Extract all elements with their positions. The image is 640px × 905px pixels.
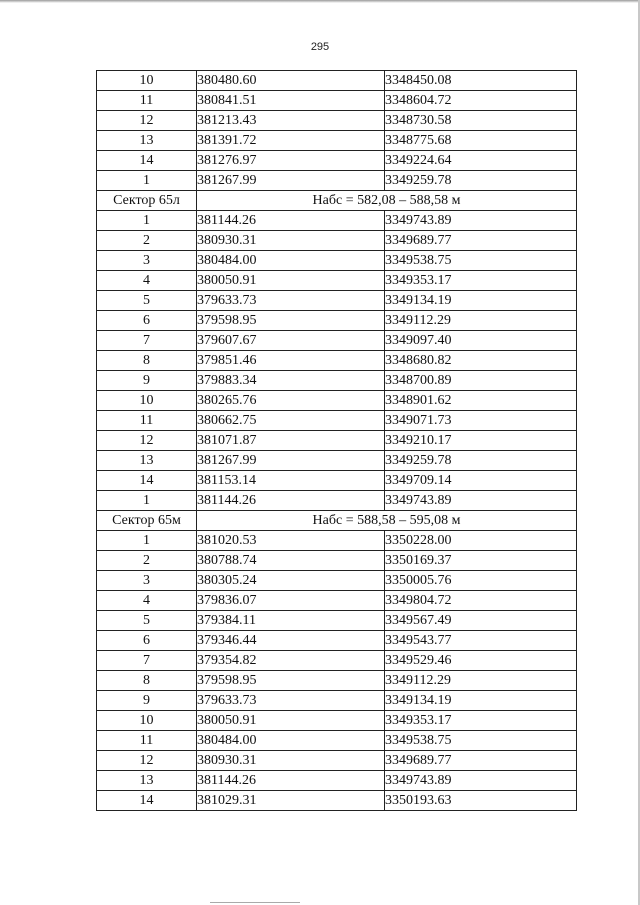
sector-height-range: Набс = 588,58 – 595,08 м — [197, 511, 577, 531]
point-number: 9 — [97, 691, 197, 711]
coordinate-y: 3350169.37 — [385, 551, 577, 571]
table-row — [97, 231, 577, 251]
point-number: 12 — [97, 111, 197, 131]
table-row — [97, 391, 577, 411]
table-row — [97, 751, 577, 771]
table-row — [97, 591, 577, 611]
coordinate-y: 3349743.89 — [385, 211, 577, 231]
table-row — [97, 71, 577, 91]
coordinate-y: 3349210.17 — [385, 431, 577, 451]
coordinate-y: 3348450.08 — [385, 71, 577, 91]
point-number: 1 — [97, 531, 197, 551]
sector-height-range: Набс = 582,08 – 588,58 м — [197, 191, 577, 211]
coordinate-y: 3348901.62 — [385, 391, 577, 411]
coordinate-x: 380788.74 — [197, 551, 385, 571]
table-row — [97, 431, 577, 451]
table-row — [97, 491, 577, 511]
table-row — [97, 671, 577, 691]
coordinate-y: 3350005.76 — [385, 571, 577, 591]
coordinate-y: 3349743.89 — [385, 771, 577, 791]
coordinate-x: 380841.51 — [197, 91, 385, 111]
coordinate-x: 381144.26 — [197, 491, 385, 511]
point-number: 1 — [97, 211, 197, 231]
table-row — [97, 251, 577, 271]
table-row — [97, 111, 577, 131]
coordinate-y: 3349743.89 — [385, 491, 577, 511]
coordinate-x: 381029.31 — [197, 791, 385, 811]
point-number: 7 — [97, 331, 197, 351]
coordinate-x: 381213.43 — [197, 111, 385, 131]
point-number: 12 — [97, 751, 197, 771]
table-row — [97, 291, 577, 311]
table-row — [97, 471, 577, 491]
point-number: 8 — [97, 351, 197, 371]
coordinate-y: 3349353.17 — [385, 271, 577, 291]
coordinate-x: 380305.24 — [197, 571, 385, 591]
coordinate-y: 3349543.77 — [385, 631, 577, 651]
coordinate-y: 3348775.68 — [385, 131, 577, 151]
point-number: 14 — [97, 471, 197, 491]
coordinate-y: 3349112.29 — [385, 311, 577, 331]
coordinate-y: 3349224.64 — [385, 151, 577, 171]
point-number: 10 — [97, 391, 197, 411]
coordinate-x: 380484.00 — [197, 251, 385, 271]
table-row — [97, 411, 577, 431]
point-number: 11 — [97, 411, 197, 431]
coordinate-x: 380050.91 — [197, 271, 385, 291]
coordinate-y: 3349259.78 — [385, 171, 577, 191]
coordinate-x: 379836.07 — [197, 591, 385, 611]
point-number: 8 — [97, 671, 197, 691]
sector-label: Сектор 65м — [97, 511, 197, 531]
point-number: 10 — [97, 711, 197, 731]
coordinates-table — [96, 70, 577, 811]
coordinate-y: 3349112.29 — [385, 671, 577, 691]
coordinate-y: 3349804.72 — [385, 591, 577, 611]
coordinate-x: 381071.87 — [197, 431, 385, 451]
sector-header-row — [97, 191, 577, 211]
table-row — [97, 691, 577, 711]
point-number: 5 — [97, 611, 197, 631]
table-row — [97, 651, 577, 671]
point-number: 2 — [97, 231, 197, 251]
point-number: 13 — [97, 451, 197, 471]
coordinate-x: 379598.95 — [197, 311, 385, 331]
table-row — [97, 91, 577, 111]
coordinate-y: 3348730.58 — [385, 111, 577, 131]
coordinate-y: 3349689.77 — [385, 751, 577, 771]
page-number: 295 — [310, 41, 330, 53]
table-row — [97, 631, 577, 651]
table-row — [97, 271, 577, 291]
scan-edge-top — [0, 0, 640, 3]
coordinate-x: 380662.75 — [197, 411, 385, 431]
coordinate-x: 380930.31 — [197, 231, 385, 251]
table-row — [97, 771, 577, 791]
coordinate-x: 381153.14 — [197, 471, 385, 491]
point-number: 14 — [97, 791, 197, 811]
point-number: 3 — [97, 571, 197, 591]
point-number: 6 — [97, 311, 197, 331]
point-number: 3 — [97, 251, 197, 271]
point-number: 11 — [97, 731, 197, 751]
table-row — [97, 211, 577, 231]
coordinate-x: 381391.72 — [197, 131, 385, 151]
point-number: 4 — [97, 591, 197, 611]
point-number: 2 — [97, 551, 197, 571]
table-row — [97, 571, 577, 591]
table-row — [97, 451, 577, 471]
coordinate-x: 379633.73 — [197, 291, 385, 311]
coordinate-x: 381144.26 — [197, 211, 385, 231]
table-row — [97, 351, 577, 371]
point-number: 7 — [97, 651, 197, 671]
sector-header-row — [97, 511, 577, 531]
table-row — [97, 311, 577, 331]
table-row — [97, 531, 577, 551]
coordinate-y: 3349353.17 — [385, 711, 577, 731]
table-row — [97, 331, 577, 351]
coordinate-x: 379384.11 — [197, 611, 385, 631]
coordinate-y: 3349071.73 — [385, 411, 577, 431]
table-row — [97, 711, 577, 731]
point-number: 10 — [97, 71, 197, 91]
coordinate-y: 3349134.19 — [385, 291, 577, 311]
point-number: 13 — [97, 771, 197, 791]
coordinate-y: 3348680.82 — [385, 351, 577, 371]
coordinate-y: 3349689.77 — [385, 231, 577, 251]
table-row — [97, 151, 577, 171]
coordinate-x: 379354.82 — [197, 651, 385, 671]
table-row — [97, 551, 577, 571]
point-number: 1 — [97, 171, 197, 191]
point-number: 13 — [97, 131, 197, 151]
coordinate-y: 3349529.46 — [385, 651, 577, 671]
coordinate-x: 379598.95 — [197, 671, 385, 691]
coordinate-y: 3349097.40 — [385, 331, 577, 351]
coordinate-x: 380480.60 — [197, 71, 385, 91]
table-row — [97, 791, 577, 811]
point-number: 6 — [97, 631, 197, 651]
table-row — [97, 171, 577, 191]
coordinate-x: 379607.67 — [197, 331, 385, 351]
point-number: 1 — [97, 491, 197, 511]
coordinate-x: 379883.34 — [197, 371, 385, 391]
table-row — [97, 371, 577, 391]
coordinate-x: 381267.99 — [197, 451, 385, 471]
coordinate-y: 3349567.49 — [385, 611, 577, 631]
coordinate-x: 379346.44 — [197, 631, 385, 651]
point-number: 5 — [97, 291, 197, 311]
coordinate-y: 3348700.89 — [385, 371, 577, 391]
coordinate-x: 380484.00 — [197, 731, 385, 751]
coordinate-x: 380930.31 — [197, 751, 385, 771]
coordinate-y: 3349134.19 — [385, 691, 577, 711]
point-number: 14 — [97, 151, 197, 171]
scan-smudge — [210, 902, 300, 903]
coordinate-x: 381267.99 — [197, 171, 385, 191]
coordinate-x: 380050.91 — [197, 711, 385, 731]
coordinate-y: 3350228.00 — [385, 531, 577, 551]
sector-label: Сектор 65л — [97, 191, 197, 211]
point-number: 4 — [97, 271, 197, 291]
coordinate-x: 381020.53 — [197, 531, 385, 551]
coordinate-x: 379851.46 — [197, 351, 385, 371]
coordinate-x: 381276.97 — [197, 151, 385, 171]
coordinates-table-body — [97, 71, 577, 811]
coordinate-y: 3350193.63 — [385, 791, 577, 811]
point-number: 11 — [97, 91, 197, 111]
coordinate-y: 3348604.72 — [385, 91, 577, 111]
point-number: 9 — [97, 371, 197, 391]
coordinate-y: 3349538.75 — [385, 731, 577, 751]
table-row — [97, 131, 577, 151]
coordinate-y: 3349538.75 — [385, 251, 577, 271]
coordinate-x: 380265.76 — [197, 391, 385, 411]
coordinate-x: 381144.26 — [197, 771, 385, 791]
point-number: 12 — [97, 431, 197, 451]
table-row — [97, 611, 577, 631]
coordinate-y: 3349709.14 — [385, 471, 577, 491]
table-row — [97, 731, 577, 751]
coordinate-y: 3349259.78 — [385, 451, 577, 471]
coordinate-x: 379633.73 — [197, 691, 385, 711]
